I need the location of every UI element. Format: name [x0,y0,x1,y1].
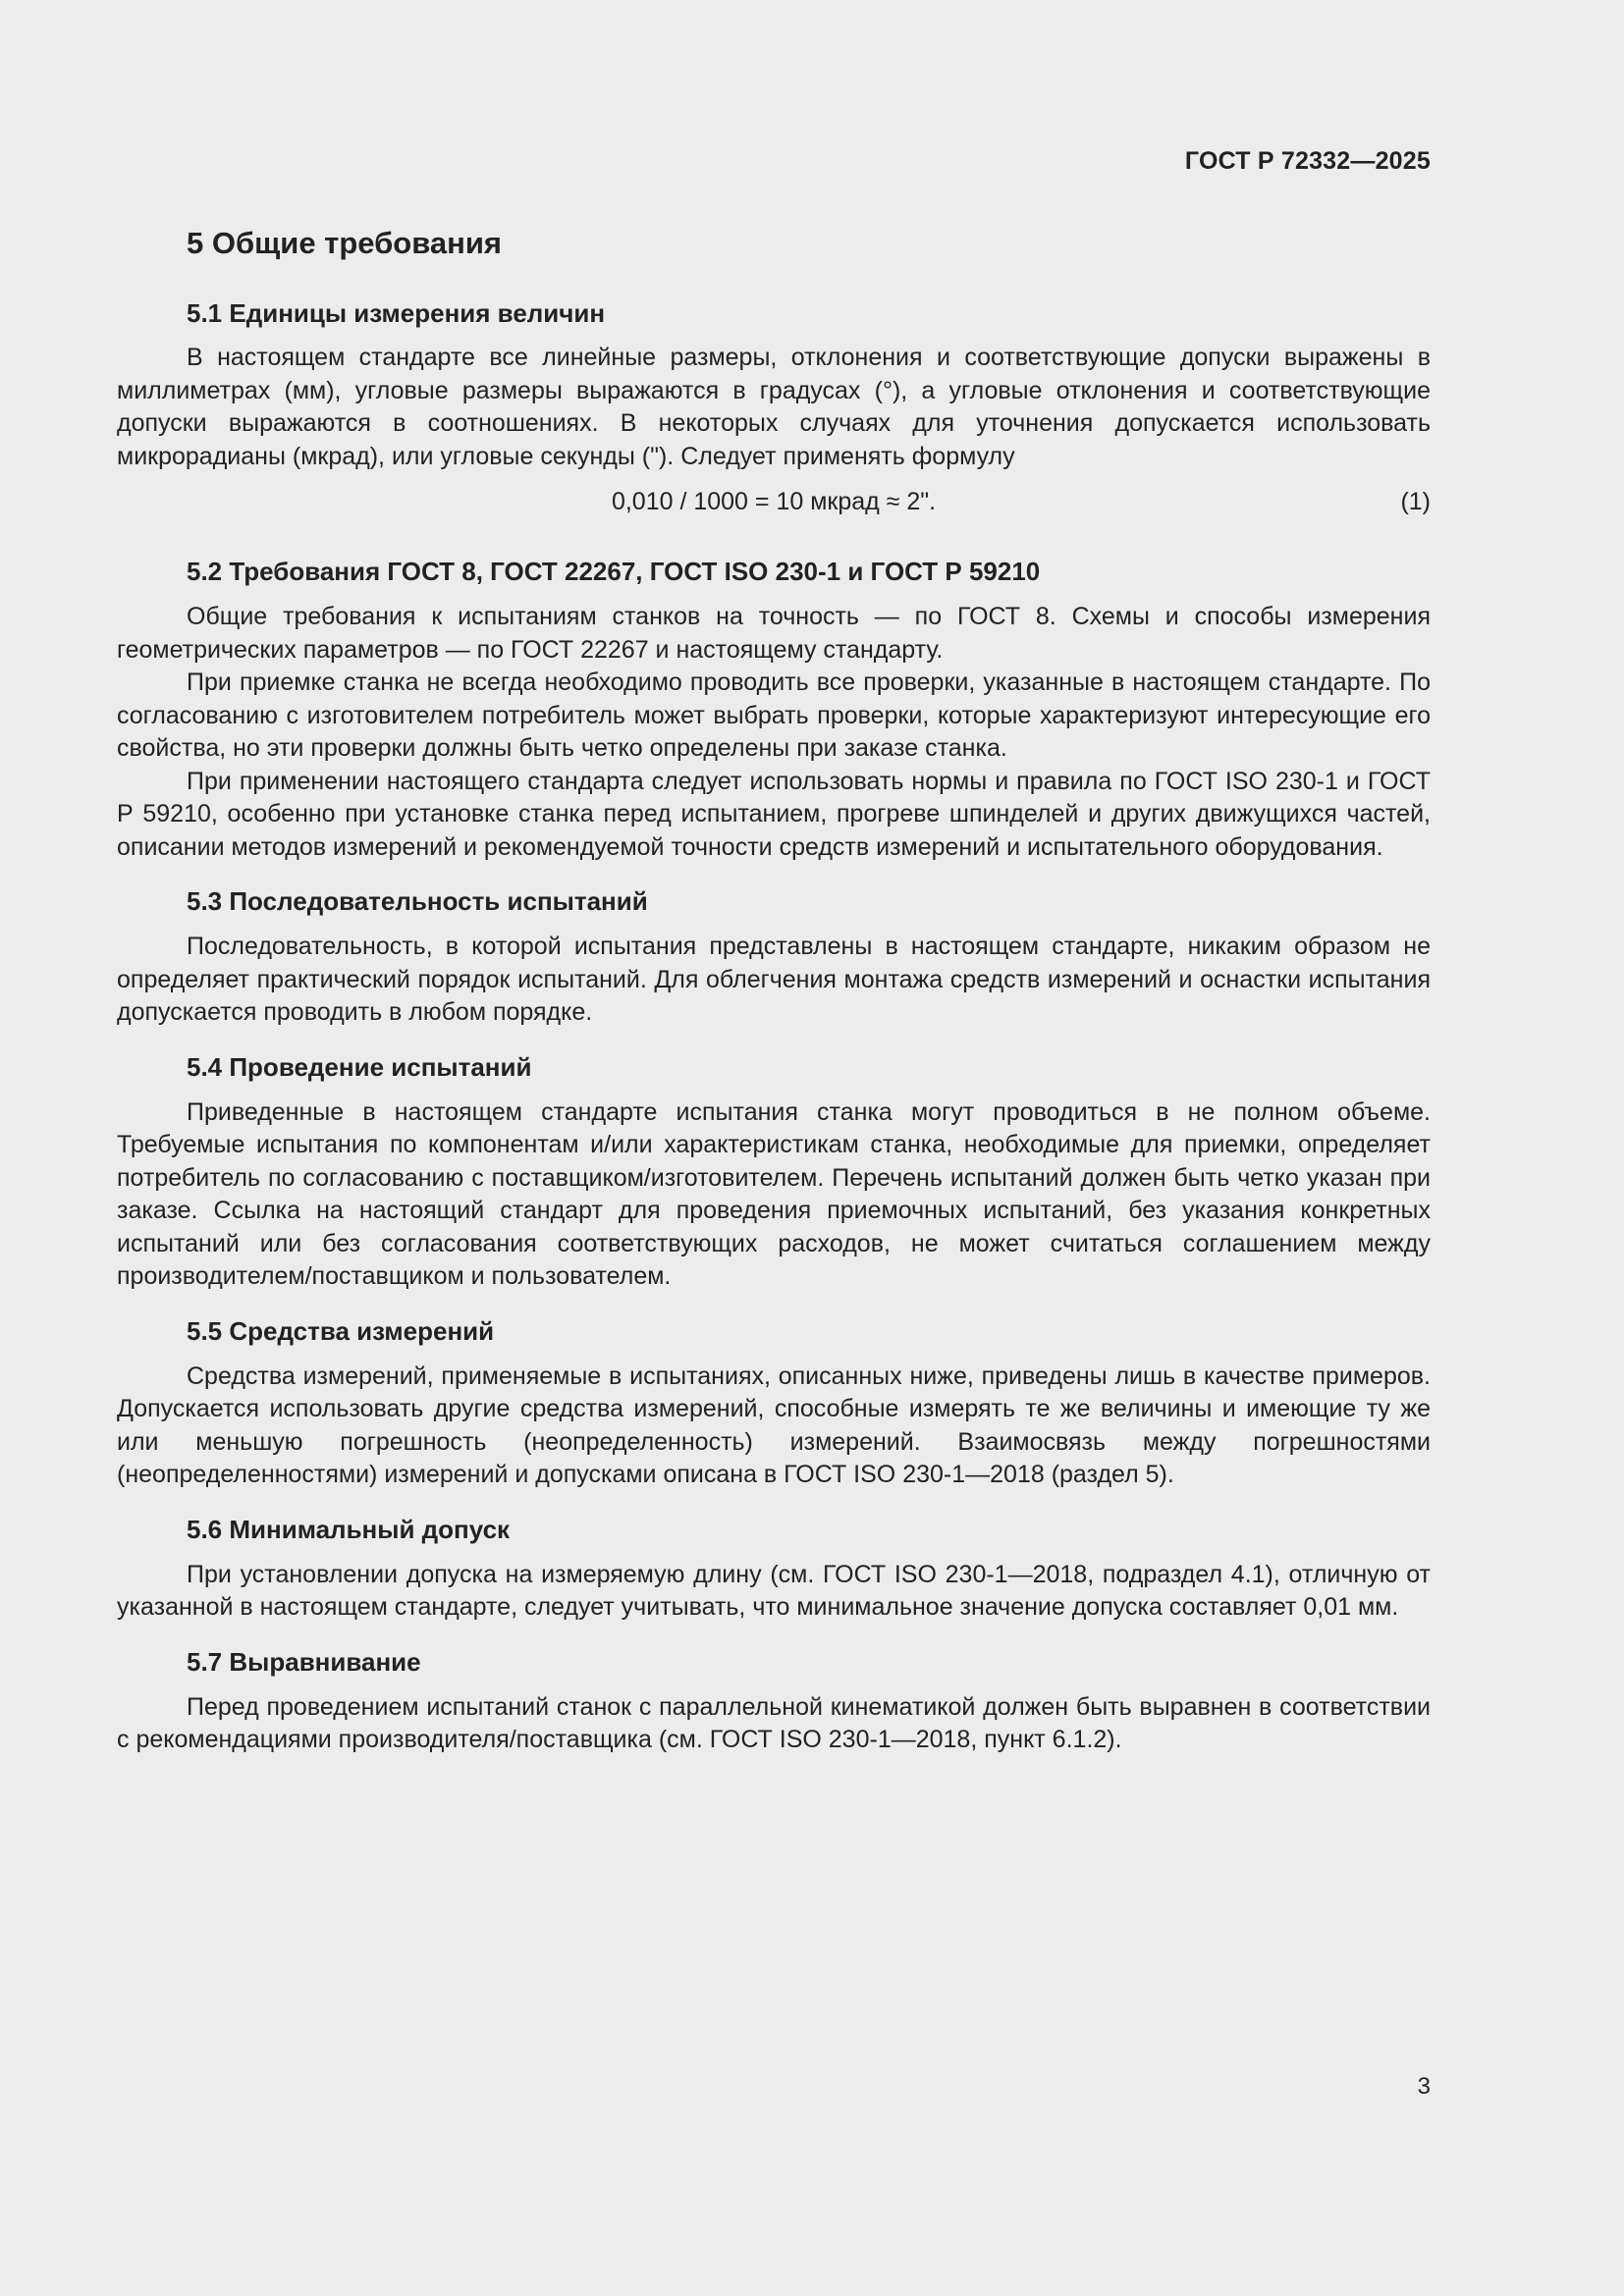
subsection-title-5-2: 5.2 Требования ГОСТ 8, ГОСТ 22267, ГОСТ ISO 230-1 и ГОСТ Р 59210 [187,557,1041,586]
paragraph-5-2-2: При приемке станка не всегда необходимо проводить все проверки, указанные в настоящем стандарте. По согласованию с изготовителем потребитель может выбрать проверки, которые характеризуют интересующие его свойства, но эти проверки должны быть четко определены при заказе станка. [117,668,1431,762]
page-content [117,218,1431,1757]
paragraph-5-2-3: При применении настоящего стандарта следует использовать нормы и правила по ГОСТ ISO 230-1 и ГОСТ Р 59210, особенно при установке станка перед испытанием, прогреве шпинделей и других движущихся частей, описании методов измерений и рекомендуемой точности средств измерений и испытательного оборудования. [117,767,1431,861]
subsection-title-5-6: 5.6 Минимальный допуск [187,1514,511,1544]
subsection-title-5-7: 5.7 Выравнивание [187,1646,421,1677]
paragraph-5-3-1: Последовательность, в которой испытания представлены в настоящем стандарте, никаким образом не определяет практический порядок испытаний. Для облегчения монтажа средств измерений и оснастки испытания допускается проводить в любом порядке. [117,933,1431,1026]
paragraph-5-7-1: Перед проведением испытаний станок с параллельной кинематикой должен быть выравнен в соответствии с рекомендациями производителя/поставщика (см. ГОСТ ISO 230-1—2018, пункт 6.1.2). [117,1692,1431,1753]
paragraph-5-5-1: Средства измерений, применяемые в испытаниях, описанных ниже, приведены лишь в качестве примеров. Допускается использовать другие средства измерений, способные измерять те же величины и имеющие ту же или меньшую погрешность (неопределенность) измерений. Взаимосвязь между погрешностями (неопределенностями) измерений и допусками описана в ГОСТ ISO 230-1—2018 (раздел 5). [117,1362,1431,1488]
page-number: 3 [1417,2073,1431,2100]
formula-1 [117,485,1431,520]
paragraph-5-4-1: Приведенные в настоящем стандарте испытания станка могут проводиться в не полном объеме. Требуемые испытания по компонентам и/или характеристикам станка, необходимые для приемки, определяет потребитель по согласованию с поставщиком/изготовителем. Перечень испытаний должен быть четко указан при заказе. Ссылка на настоящий стандарт для проведения приемочных испытаний, без указания конкретных испытаний или без согласования соответствующих расходов, не может считаться соглашением между производителем/поставщиком и пользователем. [117,1097,1431,1290]
subsection-title-5-1: 5.1 Единицы измерения величин [187,298,606,328]
document-id: ГОСТ Р 72332—2025 [1184,147,1431,175]
section-title: 5 Общие требования [187,226,502,260]
paragraph-5-2-1: Общие требования к испытаниям станков на точность — по ГОСТ 8. Схемы и способы измерения геометрических параметров — по ГОСТ 22267 и настоящему стандарту. [117,603,1431,664]
subsection-title-5-4: 5.4 Проведение испытаний [187,1051,532,1082]
formula-number: (1) [1400,488,1431,515]
paragraph-5-6-1: При установлении допуска на измеряемую длину (см. ГОСТ ISO 230-1—2018, подраздел 4.1), отличную от указанной в настоящем стандарте, следует учитывать, что минимальное значение допуска составляет 0,01 мм. [117,1560,1431,1621]
formula-text: 0,010 / 1000 = 10 мкрад ≈ 2". [611,488,937,515]
paragraph-5-1-1: В настоящем стандарте все линейные размеры, отклонения и соответствующие допуски выражены в миллиметрах (мм), угловые размеры выражаются в градусах (°), а угловые отклонения и соответствующие допуски выражаются в соотношениях. В некоторых случаях для уточнения допускается использовать микрорадианы (мкрад), или угловые секунды ("). Следует применять формулу [117,344,1431,470]
subsection-title-5-5: 5.5 Средства измерений [187,1315,495,1346]
subsection-title-5-3: 5.3 Последовательность испытаний [187,886,648,916]
